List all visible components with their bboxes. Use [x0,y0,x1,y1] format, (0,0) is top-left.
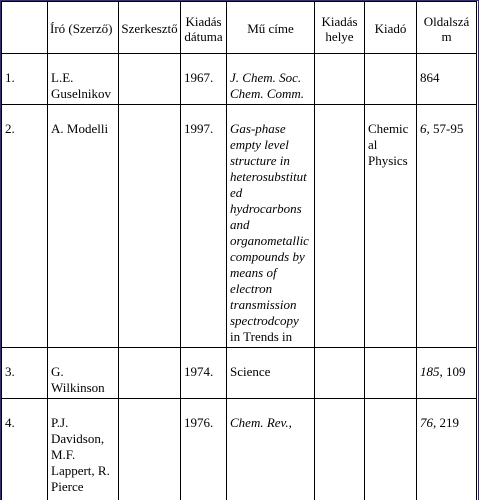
pages-range: 109 [442,364,466,379]
cell-publisher [365,348,417,399]
cell-author: A. Modelli [48,105,119,348]
references-table [1,1,477,500]
cell-publisher [365,399,417,501]
table-row [2,105,477,348]
cell-date: 1967. [181,54,227,105]
cell-publisher: Chemical Physics [365,105,417,348]
cell-date: 1976. [181,399,227,501]
cell-title [227,54,315,105]
table-row [2,348,477,399]
cell-pages [417,105,477,348]
cell-editor [119,399,181,501]
table-row [2,54,477,105]
cell-number: 1. [2,54,48,105]
cell-editor [119,105,181,348]
cell-place [315,105,365,348]
cell-pages [417,399,477,501]
header-cell-editor: Szerkesztő [119,2,181,54]
pages-range: 57-95 [429,121,464,136]
header-cell-pages: Oldalszám [417,2,477,54]
cell-editor [119,54,181,105]
table-header-row [2,2,477,54]
cell-author: P.J. Davidson, M.F. Lappert, R. Pierce [48,399,119,501]
cell-number: 3. [2,348,48,399]
cell-author: L.E. Guselnikov [48,54,119,105]
title-italic: Chem. Rev., [230,415,292,430]
pages-volume: 185, [420,364,443,379]
title-italic: Gas-phase empty level structure in heterosubstituted hydrocarbons and organometallic compounds by means of electron transmission spectrodcopy [230,121,309,328]
cell-place [315,348,365,399]
cell-place [315,399,365,501]
pages-range: 219 [436,415,459,430]
header-cell-place: Kiadás helye [315,2,365,54]
cell-pages [417,348,477,399]
cell-title [227,105,315,348]
header-cell-publisher: Kiadó [365,2,417,54]
cell-title [227,399,315,501]
header-cell-number [2,2,48,54]
cell-editor [119,348,181,399]
pages-volume: 6, [420,121,430,136]
cell-place [315,54,365,105]
cell-publisher [365,54,417,105]
title-rest: Science [230,364,271,379]
cell-number: 2. [2,105,48,348]
cell-author: G. Wilkinson [48,348,119,399]
title-rest: in Trends in [230,329,293,344]
pages-volume: 76, [420,415,437,430]
pages-range: 864 [420,70,440,85]
cell-title [227,348,315,399]
header-cell-title: Mű címe [227,2,315,54]
table-row [2,399,477,501]
title-italic: J. Chem. Soc. Chem. Comm. [230,70,305,101]
cell-date: 1974. [181,348,227,399]
cell-pages [417,54,477,105]
cell-date: 1997. [181,105,227,348]
cell-number: 4. [2,399,48,501]
header-cell-author: Író (Szerző) [48,2,119,54]
header-cell-date: Kiadás dátuma [181,2,227,54]
